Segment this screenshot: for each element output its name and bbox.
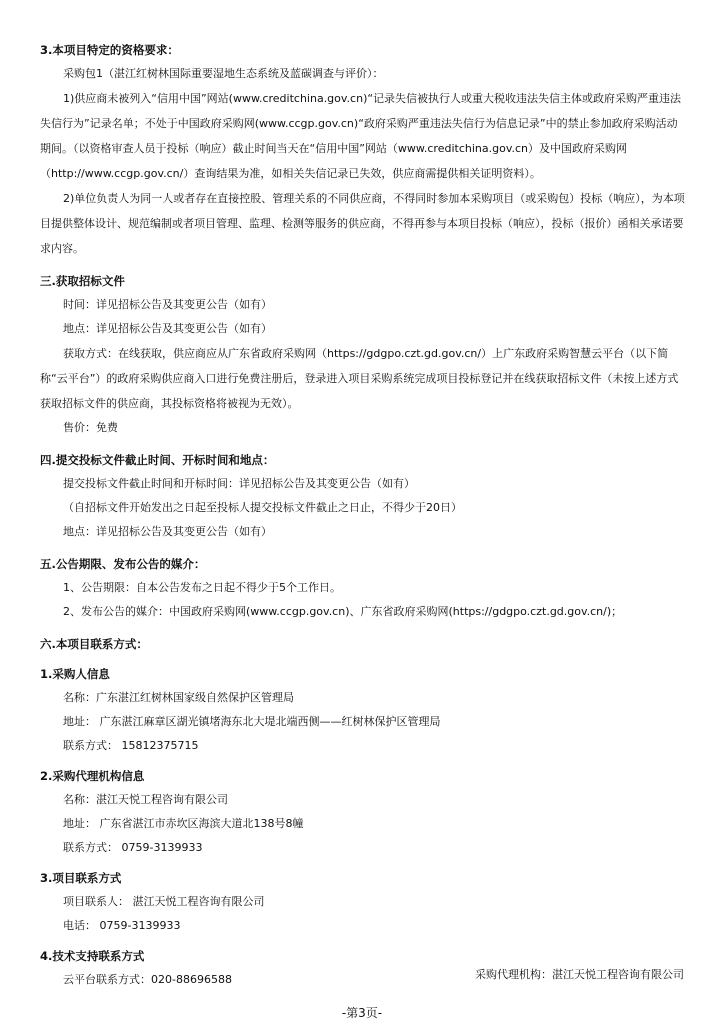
obtain-place: 地点：详见招标公告及其变更公告（如有） bbox=[63, 322, 272, 335]
submit-note: （自招标文件开始发出之日起至投标人提交投标文件截止之日止，不得少于20日） bbox=[63, 501, 462, 514]
agent-phone: 联系方式： 0759-3139933 bbox=[63, 841, 203, 854]
buyer-address: 地址： 广东湛江麻章区湖光镇堵海东北大堤北端西侧——红树林保护区管理局 bbox=[63, 715, 441, 728]
agent-address: 地址： 广东省湛江市赤坎区海滨大道北138号8幢 bbox=[63, 817, 304, 830]
obtain-price: 售价：免费 bbox=[63, 421, 118, 434]
agent-info-title: 2.采购代理机构信息 bbox=[40, 769, 145, 783]
project-contact-person: 项目联系人： 湛江天悦工程咨询有限公司 bbox=[63, 895, 265, 908]
project-contact-phone: 电话： 0759-3139933 bbox=[63, 919, 181, 932]
agency-signature: 采购代理机构：湛江天悦工程咨询有限公司 bbox=[475, 968, 684, 981]
tech-support-title: 4.技术支持联系方式 bbox=[40, 949, 145, 963]
package-line: 采购包1（湛江红树林国际重要湿地生态系统及蓝碳调查与评价）： bbox=[63, 67, 384, 80]
qualification-paragraph-1: 1)供应商未被列入“信用中国”网站(www.creditchina.gov.cn)“记录失信被执行人或重大税收违法失信主体或政府采购严重违法失信行为”记录名单；不处于中国政府采购网(www.ccgp.gov.cn)“政府采购严重违法失信行为信息记录”中的禁止参加政府采购活动期间。（以资格审查人员于投标（响应）截止时间当天在“信用中国”网站（www.creditchina.gov.cn）及中国政府采购网（http://www.ccgp.gov.cn/）查询结果为准，如相关失信记录已失效，供应商需提供相关证明资料）。 bbox=[40, 92, 682, 180]
section-notice-title: 五.公告期限、发布公告的媒介： bbox=[40, 557, 206, 571]
notice-media: 2、发布公告的媒介：中国政府采购网(www.ccgp.gov.cn)、广东省政府采购网(https://gdgpo.czt.gd.gov.cn/)； bbox=[63, 605, 623, 618]
project-contact-title: 3.项目联系方式 bbox=[40, 871, 122, 885]
section-qualification-title: 3.本项目特定的资格要求： bbox=[40, 43, 179, 57]
buyer-phone: 联系方式： 15812375715 bbox=[63, 739, 199, 752]
buyer-info-title: 1.采购人信息 bbox=[40, 667, 110, 681]
notice-period: 1、公告期限：自本公告发布之日起不得少于5个工作日。 bbox=[63, 581, 341, 594]
obtain-time: 时间：详见招标公告及其变更公告（如有） bbox=[63, 298, 272, 311]
agent-name: 名称：湛江天悦工程咨询有限公司 bbox=[63, 793, 228, 806]
section-submit-title: 四.提交投标文件截止时间、开标时间和地点： bbox=[40, 453, 275, 467]
document-body bbox=[40, 38, 688, 992]
submit-time: 提交投标文件截止时间和开标时间：详见招标公告及其变更公告（如有） bbox=[63, 477, 415, 490]
section-contact-title: 六.本项目联系方式： bbox=[40, 637, 148, 651]
submit-place: 地点：详见招标公告及其变更公告（如有） bbox=[63, 525, 272, 538]
buyer-name: 名称：广东湛江红树林国家级自然保护区管理局 bbox=[63, 691, 294, 704]
section-obtain-title: 三.获取招标文件 bbox=[40, 274, 125, 288]
page-number: -第3页- bbox=[341, 1006, 383, 1020]
obtain-method: 获取方式：在线获取，供应商应从广东省政府采购网（https://gdgpo.czt.gd.gov.cn/）上广东政府采购智慧云平台（以下简称“云平台”）的政府采购供应商入口进行免费注册后，登录进入项目采购系统完成项目投标登记并在线获取招标文件（未按上述方式获取招标文件的供应商，其投标资格将被视为无效）。 bbox=[40, 347, 679, 410]
tech-support-phone: 云平台联系方式：020-88696588 bbox=[63, 973, 232, 986]
qualification-paragraph-2: 2)单位负责人为同一人或者存在直接控股、管理关系的不同供应商，不得同时参加本采购项目（或采购包）投标（响应），为本项目提供整体设计、规范编制或者项目管理、监理、检测等服务的供应商，不得再参与本项目投标（响应），投标（报价）函相关承诺要求内容。 bbox=[40, 192, 685, 255]
